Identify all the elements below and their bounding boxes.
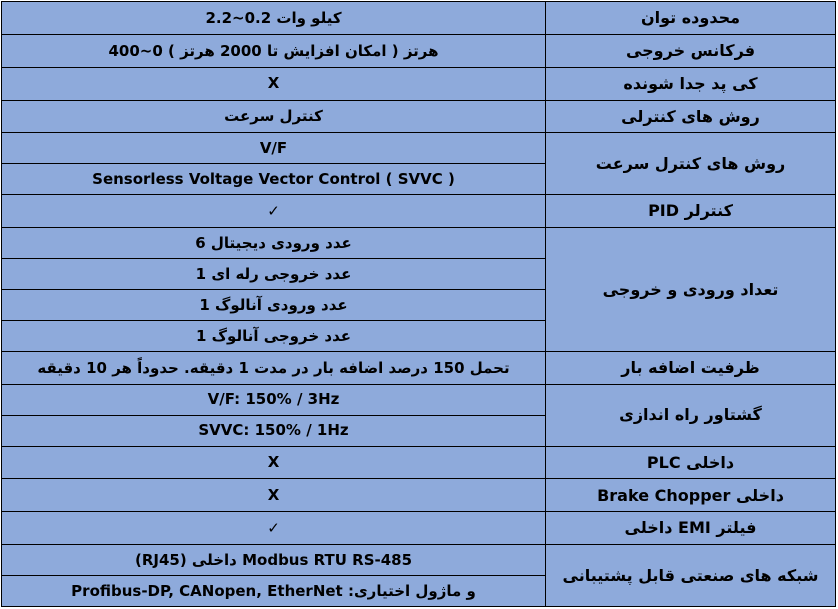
spec-label-output-frequency: فرکانس خروجی (546, 34, 836, 67)
specification-table (1, 1, 836, 607)
spec-value-relay-outputs: عدد خروجی رله ای 1 (2, 259, 546, 290)
spec-value-control-methods: کنترل سرعت (2, 100, 546, 133)
spec-value-power-range: کیلو وات 0.2~2.2 (2, 2, 546, 35)
spec-label-control-methods: روش های کنترلی (546, 100, 836, 133)
spec-value-overload-capacity: تحمل 150 درصد اضافه بار در مدت 1 دقیقه. حدوداً هر 10 دقیقه (2, 351, 546, 384)
spec-label-brake-chopper: داخلی Brake Chopper (546, 479, 836, 512)
spec-value-network-optional-modules: و ماژول اختیاری: Profibus-DP, CANopen, EtherNet (2, 576, 546, 607)
table-row (2, 351, 836, 384)
spec-value-digital-inputs: عدد ورودی دیجیتال 6 (2, 228, 546, 259)
spec-label-detachable-keypad: کی پد جدا شونده (546, 67, 836, 100)
table-row (2, 195, 836, 228)
spec-label-emi-filter: فیلتر EMI داخلی (546, 512, 836, 545)
spec-value-detachable-keypad: X (2, 67, 546, 100)
spec-label-io-count: تعداد ورودی و خروجی (546, 228, 836, 352)
spec-value-brake-chopper: X (2, 479, 546, 512)
spec-value-internal-plc: X (2, 446, 546, 479)
table-row (2, 2, 836, 35)
table-row (2, 100, 836, 133)
table-row (2, 384, 836, 415)
spec-label-speed-control-methods: روش های کنترل سرعت (546, 133, 836, 195)
table-row (2, 67, 836, 100)
table-row (2, 512, 836, 545)
spec-label-overload-capacity: ظرفیت اضافه بار (546, 351, 836, 384)
table-row (2, 446, 836, 479)
spec-label-internal-plc: داخلی PLC (546, 446, 836, 479)
spec-label-starting-torque: گشتاور راه اندازی (546, 384, 836, 446)
spec-label-industrial-networks: شبکه های صنعتی قابل پشتیبانی (546, 545, 836, 607)
spec-value-network-modbus: Modbus RTU RS-485 داخلی (RJ45) (2, 545, 546, 576)
table-row (2, 133, 836, 164)
spec-value-speed-control-svvc: Sensorless Voltage Vector Control ( SVVC ) (2, 164, 546, 195)
table-row (2, 545, 836, 576)
spec-value-analog-outputs: عدد خروجی آنالوگ 1 (2, 320, 546, 351)
table-row (2, 34, 836, 67)
table-row (2, 228, 836, 259)
spec-value-emi-filter: ✓ (2, 512, 546, 545)
spec-value-starting-torque-vf: V/F: 150% / 3Hz (2, 384, 546, 415)
spec-label-power-range: محدوده توان (546, 2, 836, 35)
spec-value-speed-control-vf: V/F (2, 133, 546, 164)
spec-value-output-frequency: هرتز ( امکان افزایش تا 2000 هرتز ) 0~400 (2, 34, 546, 67)
spec-value-pid-controller: ✓ (2, 195, 546, 228)
table-row (2, 479, 836, 512)
spec-value-starting-torque-svvc: SVVC: 150% / 1Hz (2, 415, 546, 446)
spec-value-analog-inputs: عدد ورودی آنالوگ 1 (2, 289, 546, 320)
spec-label-pid-controller: کنترلر PID (546, 195, 836, 228)
